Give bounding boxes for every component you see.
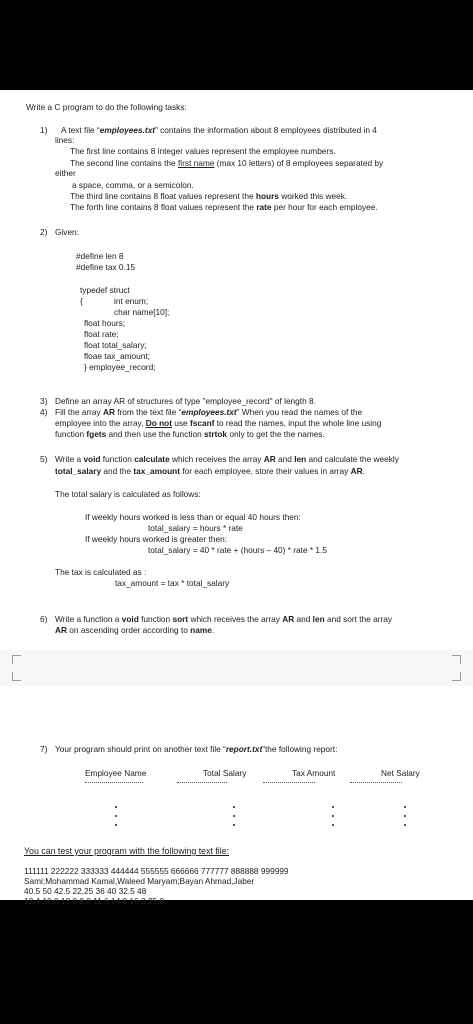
page-title: Write a C program to do the following tasks:	[26, 102, 187, 112]
item-1-line-8: The forth line contains 8 float values represent the rate per hour for each employee.	[70, 202, 378, 212]
salary-condition-1: If weekly hours worked is less than or equal 40 hours then:	[85, 512, 301, 522]
item-1-line-2: lines:	[55, 135, 75, 145]
test-file-line-1: 111111 222222 333333 444444 555555 666666 777777 888888 999999	[24, 866, 289, 876]
test-file-heading: You can test your program with the following text file:	[24, 846, 230, 856]
code-line-11: } employee_record;	[84, 362, 156, 372]
report-underline-3	[263, 782, 315, 783]
item-5-line-2: total_salary and the tax_amount for each employee, store their values in array AR.	[55, 466, 365, 476]
item-4-line-3: function fgets and then use the function strtok only to get the the names.	[55, 429, 325, 439]
item-1-line-7: The third line contains 8 float values represent the hours worked this week.	[70, 191, 348, 201]
report-underline-1	[85, 782, 143, 783]
report-placeholder-dot	[404, 806, 406, 808]
test-file-line-4: 12.4 10.0 18.0 8.0 11.6 14.0 16.2 25.0	[24, 896, 165, 906]
report-placeholder-dot	[233, 824, 235, 826]
item-1-line-4: The second line contains the first name (max 10 letters) of 8 employees separated by	[70, 158, 384, 168]
code-line-5: int enum;	[114, 296, 149, 306]
code-line-10: floae tax_amount;	[84, 351, 150, 361]
item-6-line-1: Write a function a void function sort which receives the array AR and len and sort the array	[55, 614, 393, 624]
item-1-number: 1)	[40, 125, 48, 135]
code-line-2: #define tax 0.15	[76, 262, 136, 272]
item-2-number: 2)	[40, 227, 48, 237]
item-1-line-5: either	[55, 168, 76, 178]
item-5-number: 5)	[40, 454, 48, 464]
page-divider	[0, 650, 473, 686]
item-7-text: Your program should print on another text file “report.txt”the following report:	[55, 744, 338, 754]
report-placeholder-dot	[332, 806, 334, 808]
report-column-tax-amount: Tax Amount	[292, 768, 336, 778]
item-6-number: 6)	[40, 614, 48, 624]
crop-corner-top-right	[452, 655, 461, 664]
report-placeholder-dot	[404, 824, 406, 826]
salary-calc-intro: The total salary is calculated as follows:	[55, 489, 201, 499]
test-file-line-3: 40.5 50 42.5 22.25 36 40 32.5 48	[24, 886, 147, 896]
report-column-total-salary: Total Salary	[203, 768, 247, 778]
item-7-number: 7)	[40, 744, 48, 754]
code-line-6: char name[10];	[114, 307, 170, 317]
salary-formula-2: total_salary = 40 * rate + (hours – 40) * rate * 1.5	[148, 545, 327, 555]
code-line-4: {	[80, 296, 83, 306]
report-column-employee-name: Employee Name	[85, 768, 147, 778]
crop-corner-bottom-left	[12, 672, 21, 681]
report-placeholder-dot	[115, 806, 117, 808]
code-line-1: #define len 8	[76, 251, 124, 261]
item-4-line-2: employee into the array, Do not use fscanf to read the names, input the whole line using	[55, 418, 382, 428]
item-4-number: 4)	[40, 407, 48, 417]
item-2-label: Given:	[55, 227, 79, 237]
item-1-line-6: a space, comma, or a semicolon.	[72, 180, 194, 190]
item-1-line-1: A text file “employees.txt” contains the information about 8 employees distributed in 4	[61, 125, 377, 135]
report-underline-2	[177, 782, 227, 783]
item-1-line-3: The first line contains 8 integer values represent the employee numbers.	[70, 146, 336, 156]
tax-formula: tax_amount = tax * total_salary	[115, 578, 230, 588]
report-placeholder-dot	[115, 824, 117, 826]
item-4-line-1: Fill the array AR from the text file “employees.txt” When you read the names of the	[55, 407, 363, 417]
report-placeholder-dot	[404, 815, 406, 817]
crop-corner-bottom-right	[452, 672, 461, 681]
report-placeholder-dot	[233, 806, 235, 808]
report-placeholder-dot	[115, 815, 117, 817]
item-6-line-2: AR on ascending order according to name.	[55, 625, 215, 635]
code-line-7: float hours;	[84, 318, 126, 328]
crop-corner-top-left	[12, 655, 21, 664]
test-file-line-2: Sami;Mohammad Kamal,Waleed Maryam;Bayan Ahmad,Jaber	[24, 876, 255, 886]
item-3-text: Define an array AR of structures of type "employee_record" of length 8.	[55, 396, 316, 406]
salary-condition-2: If weekly hours worked is greater then:	[85, 534, 228, 544]
item-5-line-1: Write a void function calculate which receives the array AR and len and calculate the weekly	[55, 454, 399, 464]
salary-formula-1: total_salary = hours * rate	[148, 523, 243, 533]
code-line-8: float rate;	[84, 329, 119, 339]
code-line-3: typedef struct	[80, 285, 130, 295]
report-underline-4	[350, 782, 402, 783]
report-placeholder-dot	[332, 824, 334, 826]
report-placeholder-dot	[233, 815, 235, 817]
report-placeholder-dot	[332, 815, 334, 817]
report-column-net-salary: Net Salary	[381, 768, 420, 778]
code-line-9: float total_salary;	[84, 340, 147, 350]
item-3-number: 3)	[40, 396, 48, 406]
tax-calc-intro: The tax is calculated as :	[55, 567, 147, 577]
